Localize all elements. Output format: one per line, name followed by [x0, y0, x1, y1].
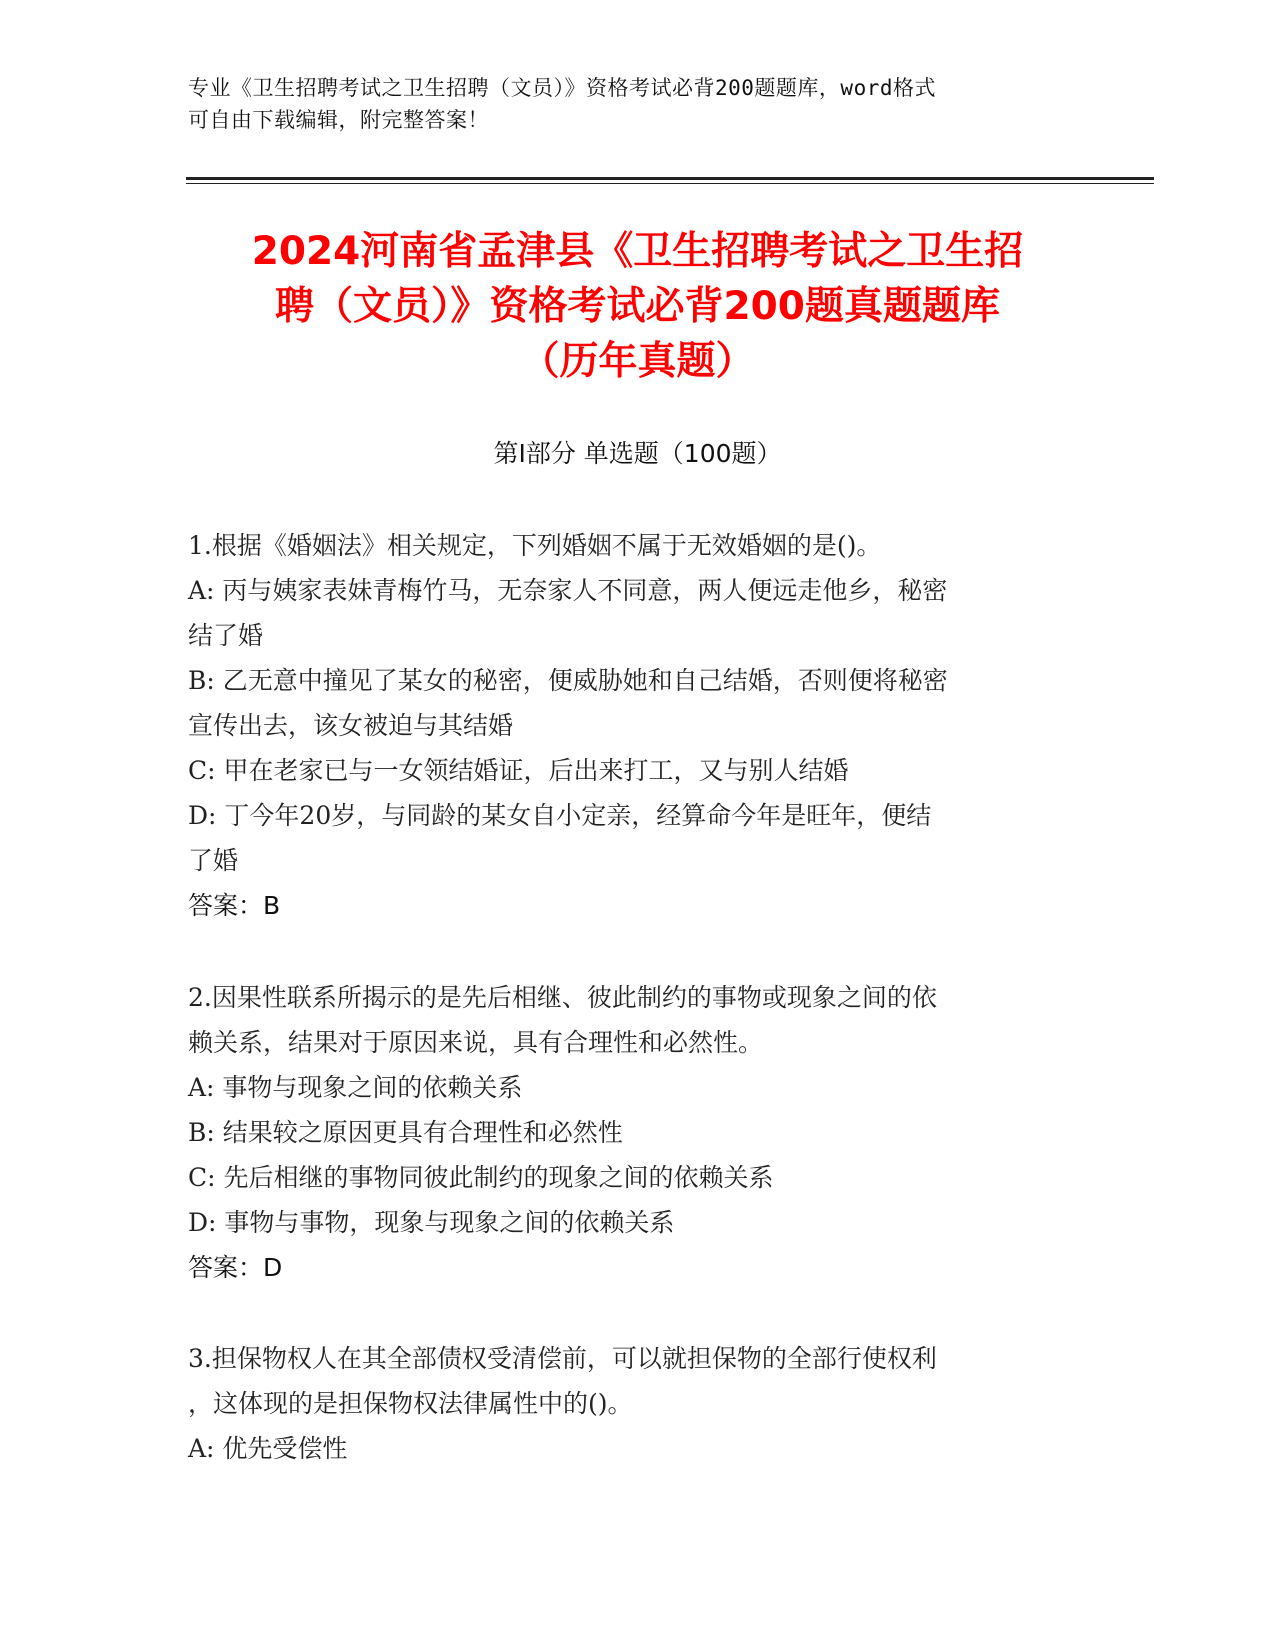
option-d-cont: 了婚	[188, 846, 239, 875]
option-b: B: 乙无意中撞见了某女的秘密，便威胁她和自己结婚，否则便将秘密	[188, 666, 948, 695]
option-b-cont: 宣传出去，该女被迫与其结婚	[188, 711, 514, 740]
option-a: A: 优先受偿性	[188, 1434, 348, 1463]
question-stem: 3.担保物权人在其全部债权受清偿前，可以就担保物的全部行使权利	[188, 1344, 937, 1373]
option-a: A: 事物与现象之间的依赖关系	[188, 1073, 523, 1102]
title-line: 2024河南省孟津县《卫生招聘考试之卫生招	[251, 229, 1024, 274]
section-heading: 第Ⅰ部分 单选题（100题）	[493, 439, 782, 468]
header-note-line: 可自由下载编辑，附完整答案！	[188, 108, 489, 132]
option-a-cont: 结了婚	[188, 621, 264, 650]
answer-label: 答案：B	[188, 891, 281, 920]
question-stem-cont: 赖关系，结果对于原因来说，具有合理性和必然性。	[188, 1028, 764, 1057]
option-b: B: 结果较之原因更具有合理性和必然性	[188, 1118, 623, 1147]
header-note-line: 专业《卫生招聘考试之卫生招聘（文员）》资格考试必背200题题库，word格式	[188, 76, 936, 100]
question-stem: 2.因果性联系所揭示的是先后相继、彼此制约的事物或现象之间的依	[188, 983, 937, 1012]
document-title	[150, 224, 1125, 389]
title-line: （历年真题）	[520, 339, 755, 384]
question-3	[188, 1336, 1088, 1471]
question-stem-cont: ，这体现的是担保物权法律属性中的()。	[188, 1389, 633, 1418]
header-note	[188, 72, 1068, 136]
header-rule-thin	[186, 183, 1154, 184]
option-a: A: 丙与姨家表妹青梅竹马，无奈家人不同意，两人便远走他乡，秘密	[188, 576, 948, 605]
question-stem: 1.根据《婚姻法》相关规定，下列婚姻不属于无效婚姻的是()。	[188, 531, 882, 560]
option-d: D: 事物与事物，现象与现象之间的依赖关系	[188, 1208, 675, 1237]
question-2	[188, 975, 1088, 1290]
answer-label: 答案：D	[188, 1253, 283, 1282]
option-c: C: 甲在老家已与一女领结婚证，后出来打工，又与别人结婚	[188, 756, 849, 785]
option-c: C: 先后相继的事物同彼此制约的现象之间的依赖关系	[188, 1163, 774, 1192]
header-rule-thick	[186, 177, 1154, 180]
question-1	[188, 523, 1088, 928]
title-line: 聘（文员）》资格考试必背200题真题题库	[275, 284, 1000, 329]
option-d: D: 丁今年20岁，与同龄的某女自小定亲，经算命今年是旺年，便结	[188, 801, 932, 830]
